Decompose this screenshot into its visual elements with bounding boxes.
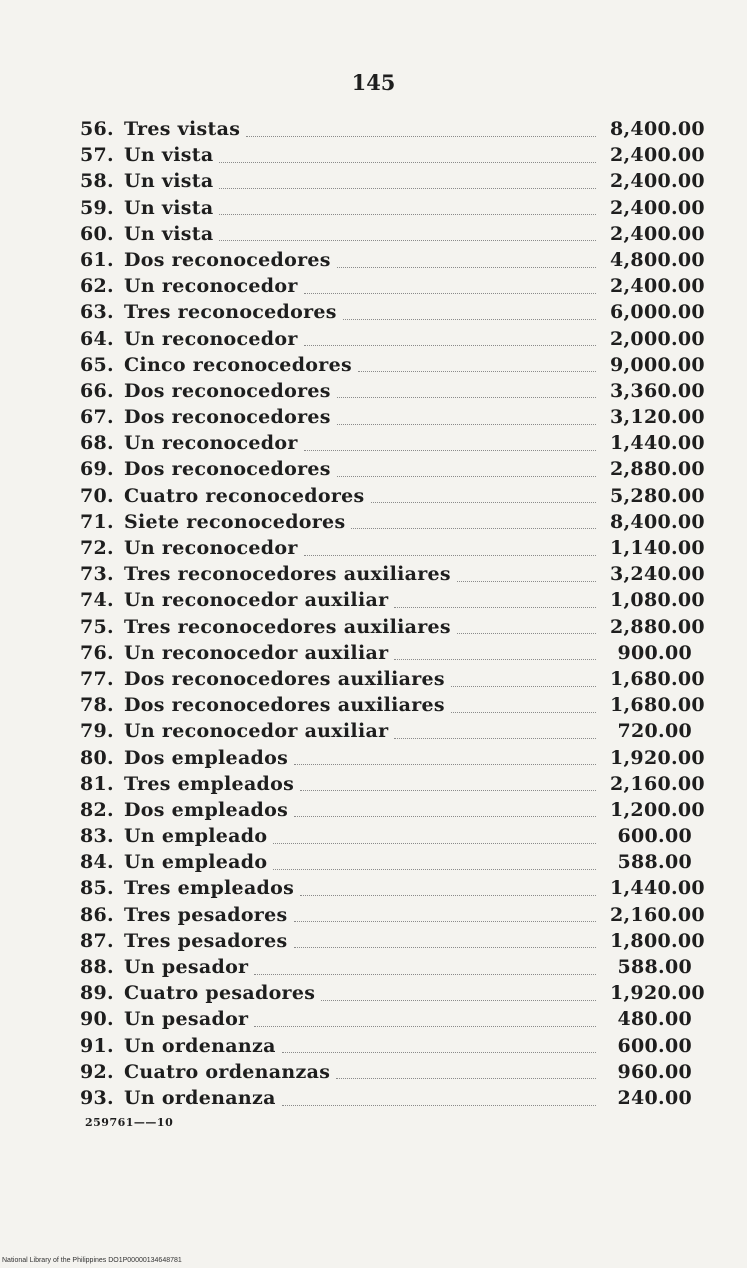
- entry-row: [80, 772, 705, 799]
- entry-amount: 2,400.00: [610, 170, 705, 193]
- dot-leader: [282, 1052, 596, 1053]
- entry-label: Un pesador: [124, 956, 249, 978]
- entry-row: [80, 720, 692, 746]
- entry-amount: 1,080.00: [610, 589, 705, 612]
- dot-leader: [457, 581, 596, 582]
- entry-row: [80, 982, 705, 1008]
- entry-label: Un vista: [124, 144, 214, 167]
- dot-leader: [300, 895, 596, 896]
- entry-number: 74.: [80, 589, 114, 612]
- entry-number: 85.: [80, 877, 114, 900]
- entry-row: [80, 406, 705, 432]
- entry-label: Dos reconocedores: [124, 406, 331, 429]
- entry-number: 76.: [80, 641, 114, 664]
- entry-row: [80, 563, 705, 589]
- dot-leader: [254, 1026, 596, 1027]
- entry-label: Siete reconocedores: [124, 510, 346, 533]
- dot-leader: [336, 1078, 596, 1079]
- dot-leader: [294, 764, 596, 765]
- entry-number: 64.: [80, 327, 114, 350]
- entry-amount: 588.00: [617, 956, 692, 978]
- entry-label: Tres reconocedores auxiliares: [124, 563, 451, 586]
- entry-label: Un vista: [124, 222, 214, 245]
- entry-amount: 4,800.00: [610, 248, 705, 271]
- entry-label: Un reconocedor: [124, 537, 298, 559]
- entry-number: 62.: [80, 275, 114, 298]
- entry-row: [80, 825, 692, 851]
- entry-amount: 2,400.00: [610, 196, 705, 219]
- entry-number: 65.: [80, 353, 114, 376]
- entry-row: [80, 484, 705, 511]
- entry-amount: 8,400.00: [610, 510, 705, 533]
- entry-label: Dos empleados: [124, 798, 289, 821]
- entry-amount: 960.00: [617, 1060, 692, 1083]
- entry-number: 68.: [80, 432, 114, 455]
- entry-row: [80, 642, 692, 668]
- entry-row: [80, 379, 705, 406]
- entry-row: [80, 353, 705, 380]
- entry-label: Un reconocedor auxiliar: [124, 720, 389, 743]
- entry-amount: 9,000.00: [610, 353, 705, 376]
- dot-leader: [246, 136, 596, 137]
- entry-number: 56.: [80, 118, 114, 140]
- dot-leader: [273, 869, 596, 870]
- entry-row: [80, 248, 705, 275]
- entry-row: [80, 170, 705, 196]
- dot-leader: [337, 267, 596, 268]
- page-number: 145: [351, 70, 396, 95]
- dot-leader: [337, 397, 596, 398]
- entry-amount: 2,400.00: [610, 144, 705, 167]
- dot-leader: [294, 921, 596, 922]
- dot-leader: [343, 319, 596, 320]
- entry-number: 66.: [80, 379, 114, 402]
- entry-amount: 1,680.00: [610, 694, 705, 717]
- dot-leader: [457, 633, 596, 634]
- entry-label: Cinco reconocedores: [124, 353, 352, 376]
- entry-row: [80, 798, 705, 825]
- entry-number: 61.: [80, 248, 114, 271]
- dot-leader: [282, 1105, 596, 1106]
- entry-label: Tres pesadores: [124, 903, 288, 926]
- entry-amount: 6,000.00: [610, 301, 705, 324]
- entry-label: Un reconocedor: [124, 275, 298, 298]
- entry-number: 59.: [80, 196, 114, 219]
- entry-label: Un empleado: [124, 825, 268, 848]
- dot-leader: [394, 607, 596, 608]
- entry-number: 87.: [80, 929, 114, 952]
- entry-label: Un empleado: [124, 851, 268, 874]
- entry-number: 92.: [80, 1060, 114, 1083]
- entry-number: 75.: [80, 615, 114, 638]
- entry-amount: 2,160.00: [610, 903, 705, 926]
- entry-amount: 3,120.00: [610, 406, 705, 429]
- entry-label: Un vista: [124, 196, 214, 219]
- entry-row: [80, 301, 705, 327]
- entry-row: [80, 327, 705, 354]
- entry-label: Un vista: [124, 170, 214, 193]
- entry-amount: 2,000.00: [610, 327, 705, 350]
- entry-number: 77.: [80, 667, 114, 690]
- entry-label: Dos reconocedores auxiliares: [124, 694, 445, 717]
- entry-amount: 720.00: [617, 720, 692, 743]
- dot-leader: [304, 555, 596, 556]
- entry-amount: 1,920.00: [610, 982, 705, 1005]
- entry-label: Tres pesadores: [124, 929, 288, 952]
- entry-amount: 5,280.00: [610, 484, 705, 507]
- entry-row: [80, 1061, 692, 1087]
- entry-number: 86.: [80, 903, 114, 926]
- entry-number: 69.: [80, 458, 114, 481]
- entry-row: [80, 667, 705, 694]
- entry-label: Un ordenanza: [124, 1034, 276, 1057]
- entry-row: [80, 222, 705, 249]
- entry-label: Tres vistas: [124, 118, 241, 140]
- entry-label: Tres reconocedores auxiliares: [124, 615, 451, 638]
- entry-label: Dos reconocedores: [124, 458, 331, 481]
- footer-credit: National Library of the Philippines DO1P00000134648781: [2, 1257, 182, 1264]
- entry-label: Dos reconocedores: [124, 248, 331, 271]
- entry-amount: 1,920.00: [610, 746, 705, 769]
- entry-amount: 900.00: [617, 641, 692, 664]
- dot-leader: [394, 738, 596, 739]
- dot-leader: [304, 345, 596, 346]
- entry-number: 90.: [80, 1008, 114, 1031]
- dot-leader: [337, 424, 596, 425]
- entry-amount: 1,440.00: [610, 432, 705, 455]
- entry-amount: 240.00: [617, 1086, 692, 1109]
- entry-amount: 1,800.00: [610, 929, 705, 952]
- entry-row: [80, 903, 705, 930]
- entry-amount: 2,400.00: [610, 222, 705, 245]
- entry-number: 80.: [80, 746, 114, 769]
- entry-number: 63.: [80, 301, 114, 324]
- dot-leader: [358, 371, 596, 372]
- dot-leader: [451, 686, 596, 687]
- entry-row: [80, 746, 705, 773]
- entry-label: Cuatro pesadores: [124, 982, 316, 1005]
- entry-amount: 600.00: [617, 825, 692, 848]
- dot-leader: [451, 712, 596, 713]
- entry-label: Tres reconocedores: [124, 301, 337, 324]
- entry-number: 70.: [80, 484, 114, 507]
- entry-number: 93.: [80, 1086, 114, 1109]
- entry-row: [80, 589, 705, 615]
- entry-number: 78.: [80, 694, 114, 717]
- dot-leader: [219, 214, 596, 215]
- entry-number: 79.: [80, 720, 114, 743]
- entry-amount: 2,880.00: [610, 615, 705, 638]
- dot-leader: [219, 162, 596, 163]
- entry-label: Dos reconocedores: [124, 379, 331, 402]
- dot-leader: [300, 790, 596, 791]
- entry-row: [80, 144, 705, 170]
- entry-amount: 2,880.00: [610, 458, 705, 481]
- entry-label: Cuatro ordenanzas: [124, 1060, 331, 1083]
- entry-number: 60.: [80, 222, 114, 245]
- entry-amount: 600.00: [617, 1034, 692, 1057]
- entry-label: Cuatro reconocedores: [124, 484, 365, 507]
- dot-leader: [321, 1000, 596, 1001]
- entry-amount: 1,140.00: [610, 537, 705, 559]
- entry-amount: 2,160.00: [610, 772, 705, 795]
- entry-amount: 588.00: [617, 851, 692, 874]
- entry-amount: 3,240.00: [610, 563, 705, 586]
- entry-row: [80, 537, 705, 563]
- entry-label: Un reconocedor: [124, 327, 298, 350]
- entry-amount: 1,680.00: [610, 667, 705, 690]
- entry-row: [80, 956, 692, 982]
- entry-label: Un reconocedor: [124, 432, 298, 455]
- entry-number: 67.: [80, 406, 114, 429]
- entry-number: 71.: [80, 510, 114, 533]
- dot-leader: [337, 476, 596, 477]
- dot-leader: [304, 293, 596, 294]
- entry-row: [80, 1035, 692, 1061]
- entry-label: Tres empleados: [124, 772, 295, 795]
- entry-row: [80, 615, 705, 642]
- entry-number: 91.: [80, 1034, 114, 1057]
- dot-leader: [351, 528, 596, 529]
- dot-leader: [371, 502, 596, 503]
- entry-label: Un reconocedor auxiliar: [124, 641, 389, 664]
- entry-label: Dos reconocedores auxiliares: [124, 667, 445, 690]
- dot-leader: [219, 240, 596, 241]
- entry-amount: 3,360.00: [610, 379, 705, 402]
- entry-label: Tres empleados: [124, 877, 295, 900]
- dot-leader: [294, 947, 596, 948]
- entry-number: 88.: [80, 956, 114, 978]
- dot-leader: [394, 659, 596, 660]
- dot-leader: [304, 450, 596, 451]
- entry-number: 84.: [80, 851, 114, 874]
- entry-number: 58.: [80, 170, 114, 193]
- entry-amount: 480.00: [617, 1008, 692, 1031]
- entry-row: [80, 929, 705, 956]
- entry-number: 81.: [80, 772, 114, 795]
- entry-row: [80, 1008, 692, 1034]
- entry-list: [80, 118, 705, 1113]
- entry-row: [80, 432, 705, 458]
- dot-leader: [254, 974, 596, 975]
- entry-number: 83.: [80, 825, 114, 848]
- entry-amount: 1,200.00: [610, 798, 705, 821]
- entry-amount: 1,440.00: [610, 877, 705, 900]
- entry-label: Un reconocedor auxiliar: [124, 589, 389, 612]
- entry-label: Dos empleados: [124, 746, 289, 769]
- entry-row: [80, 118, 705, 144]
- printer-signature: 259761——10: [85, 1116, 174, 1129]
- entry-row: [80, 510, 705, 537]
- entry-row: [80, 877, 705, 903]
- entry-label: Un pesador: [124, 1008, 249, 1031]
- entry-row: [80, 196, 705, 223]
- entry-row: [80, 275, 705, 301]
- dot-leader: [273, 843, 596, 844]
- entry-number: 72.: [80, 537, 114, 559]
- entry-number: 89.: [80, 982, 114, 1005]
- entry-row: [80, 851, 692, 877]
- entry-number: 73.: [80, 563, 114, 586]
- entry-row: [80, 694, 705, 720]
- entry-number: 57.: [80, 144, 114, 167]
- entry-amount: 2,400.00: [610, 275, 705, 298]
- dot-leader: [219, 188, 596, 189]
- entry-row: [80, 1087, 692, 1113]
- entry-amount: 8,400.00: [610, 118, 705, 140]
- dot-leader: [294, 816, 596, 817]
- entry-label: Un ordenanza: [124, 1086, 276, 1109]
- entry-row: [80, 458, 705, 484]
- entry-number: 82.: [80, 798, 114, 821]
